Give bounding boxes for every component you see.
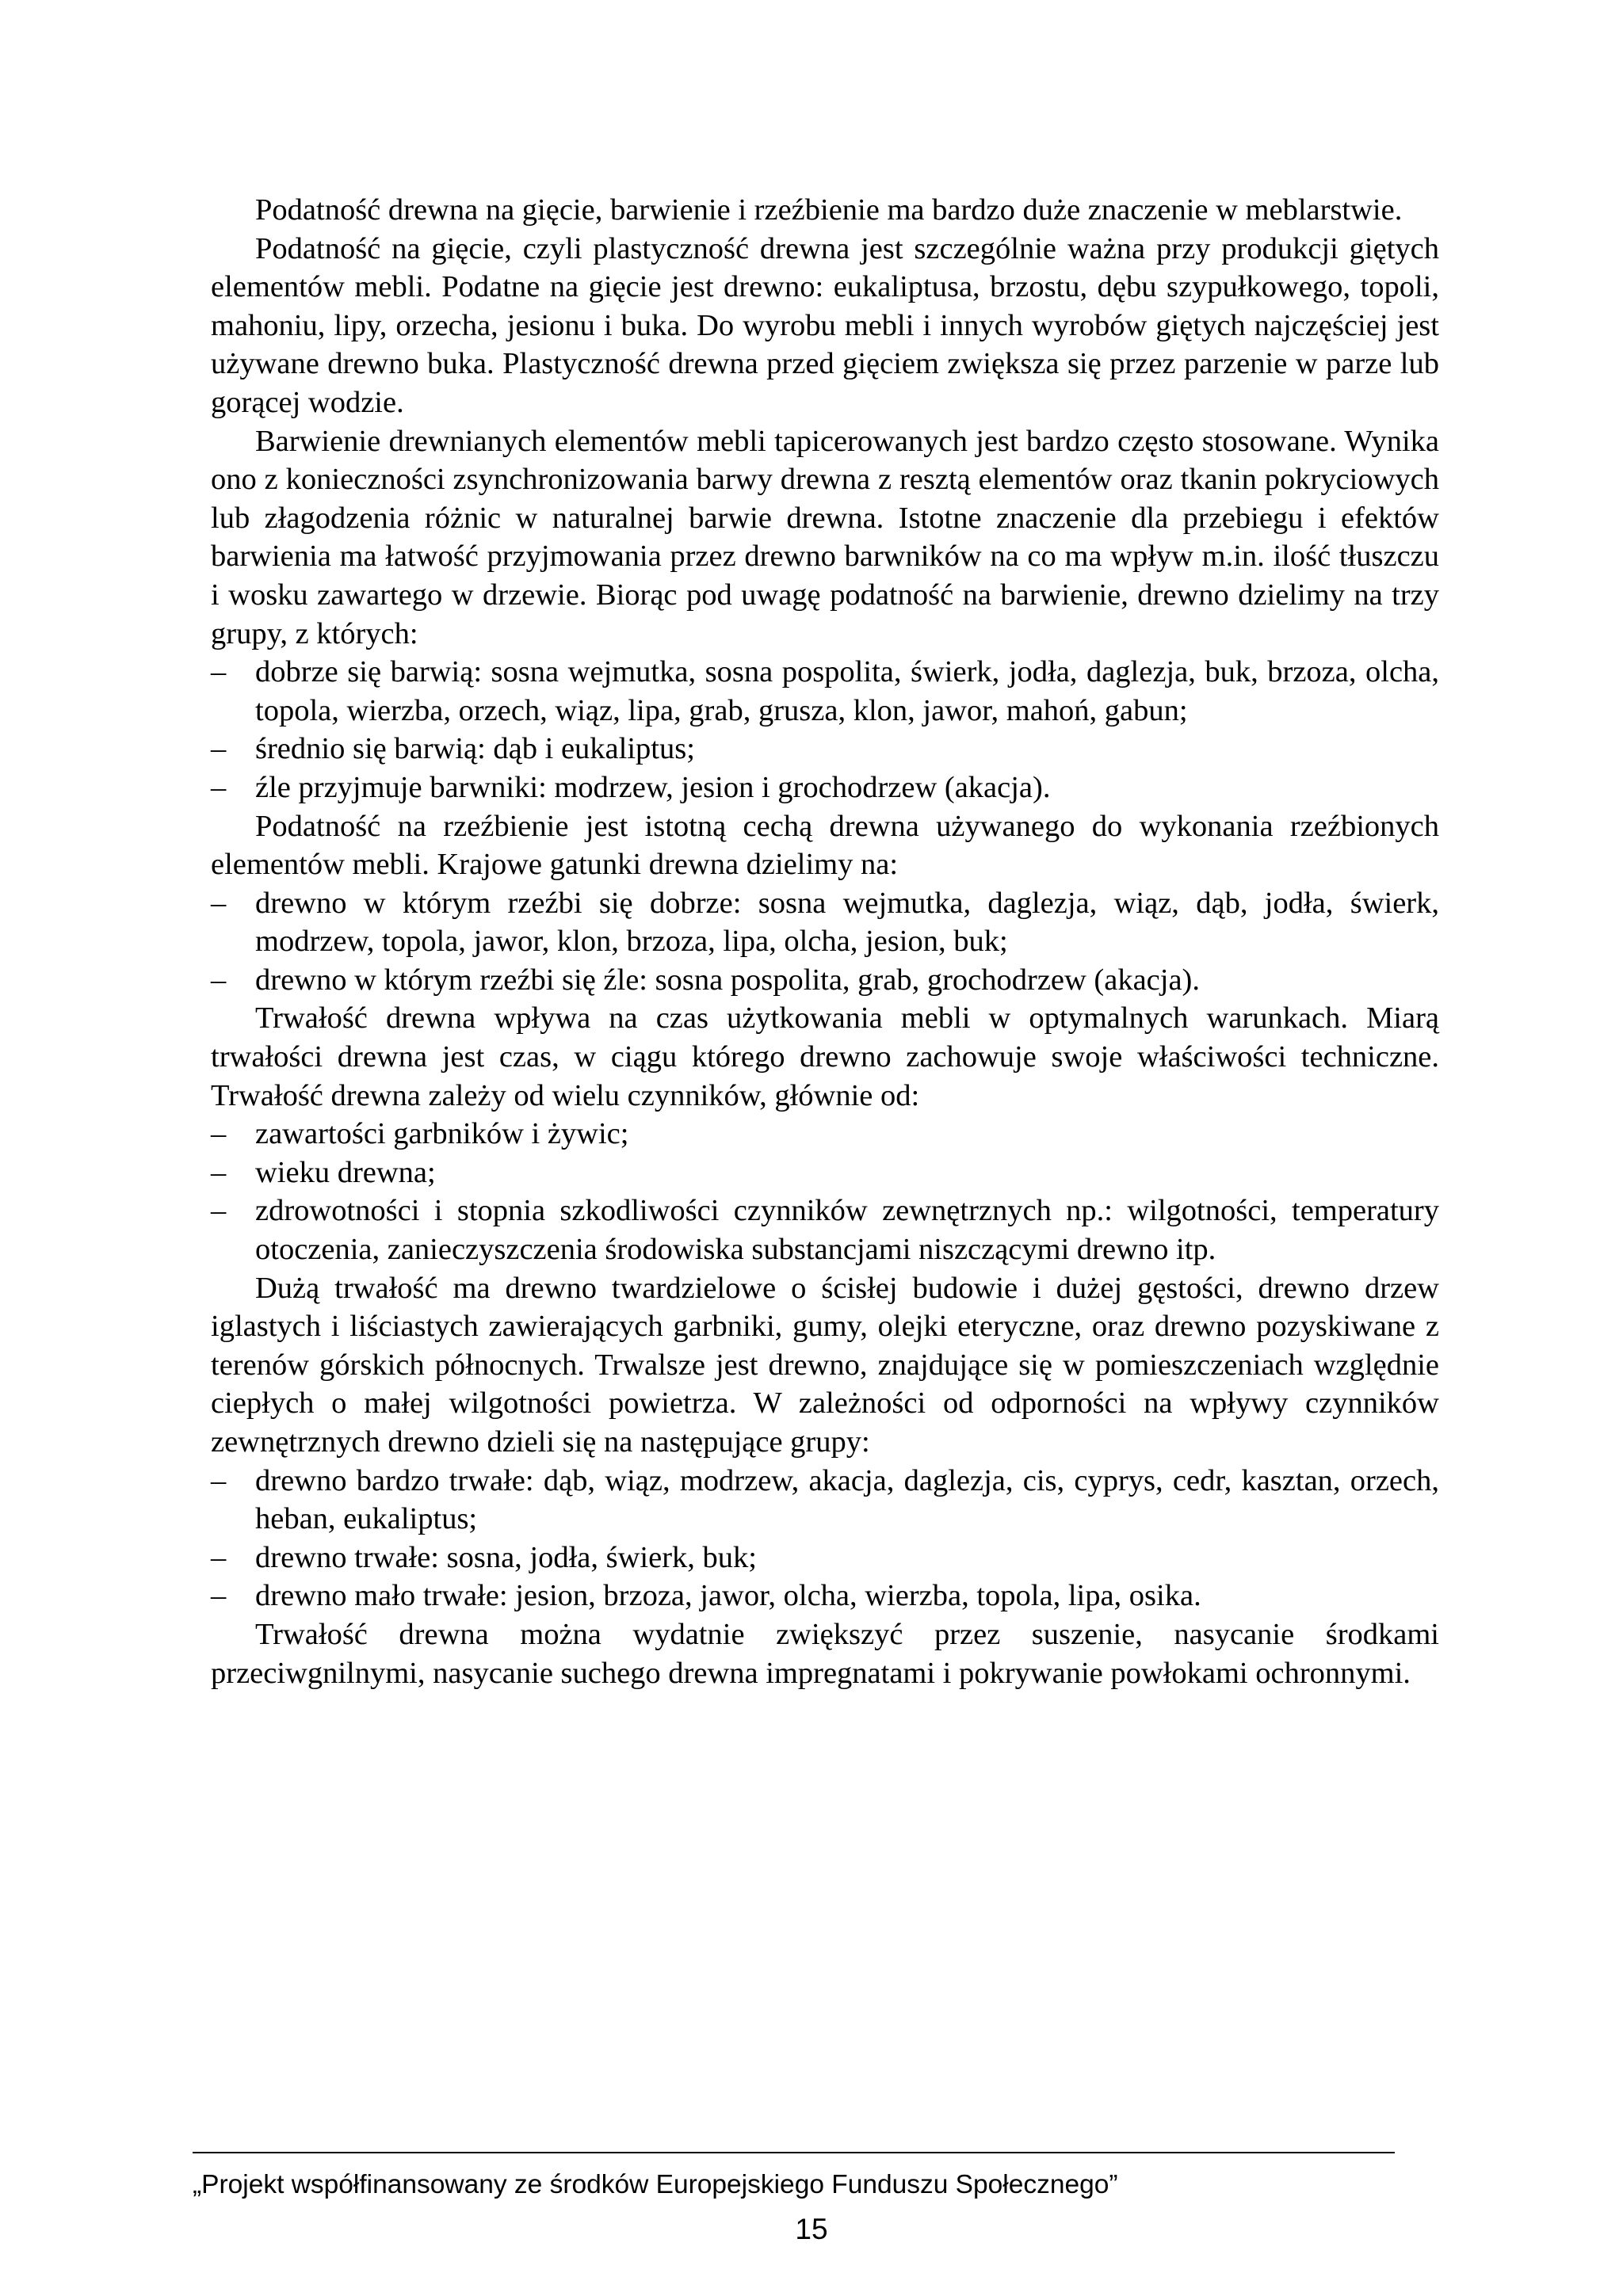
list-item-text: drewno trwałe: sosna, jodła, świerk, buk; (255, 1540, 757, 1574)
footer-funding-note: „Projekt współfinansowany ze środków Europejskiego Funduszu Społecznego” (193, 2170, 1118, 2199)
list-item (211, 730, 1439, 769)
list-dash: – (211, 1117, 227, 1151)
page-number: 15 (795, 2213, 828, 2245)
list-item (211, 884, 1439, 961)
paragraph-bending: Podatność na gięcie, czyli plastyczność drewna jest szczególnie ważna przy produkcji giętych elementów mebli. Podatne na gięcie jest drewno: eukaliptusa, brzostu, dębu szypułkowego, topoli, mahoniu, lipy, orzecha, jesionu i buka. Do wyrobu mebli i innych wyrobów giętych najczęściej jest używane drewno buka. Plastyczność drewna przed gięciem zwiększa się przez parzenie w parze lub gorącej wodzie. (211, 231, 1439, 419)
list-item-text: wieku drewna; (255, 1155, 436, 1189)
list-item-text: drewno bardzo trwałe: dąb, wiąz, modrzew, akacja, daglezja, cis, cyprys, cedr, kasztan, orzech, heban, eukaliptus; (255, 1463, 1439, 1536)
list-item (211, 1462, 1439, 1539)
list-item (211, 1154, 1439, 1192)
list-item (211, 653, 1439, 730)
list-item (211, 1539, 1439, 1577)
list-dash: – (211, 770, 227, 804)
paragraph-carving: Podatność na rzeźbienie jest istotną cechą drewna używanego do wykonania rzeźbionych elementów mebli. Krajowe gatunki drewna dzielimy na: (211, 809, 1439, 882)
list-item-text: drewno mało trwałe: jesion, brzoza, jawor, olcha, wierzba, topola, lipa, osika. (255, 1579, 1201, 1613)
paragraph-preservation: Trwałość drewna można wydatnie zwiększyć przez suszenie, nasycanie środkami przeciwgnilnymi, nasycanie suchego drewna impregnatami i pokrywanie powłokami ochronnymi. (211, 1617, 1439, 1690)
list-dash: – (211, 732, 227, 766)
list-dash: – (211, 1155, 227, 1189)
page-content (211, 191, 1439, 1692)
list-item-text: zdrowotności i stopnia szkodliwości czynników zewnętrznych np.: wilgotności, temperatury otoczenia, zanieczyszczenia środowiska substancjami niszczącymi drewno itp. (255, 1194, 1439, 1267)
paragraph-bending-intro: Podatność drewna na gięcie, barwienie i rzeźbienie ma bardzo duże znaczenie w meblarstwie. (255, 193, 1403, 227)
list-item-text: średnio się barwią: dąb i eukaliptus; (255, 732, 695, 766)
list-item-text: źle przyjmuje barwniki: modrzew, jesion i grochodrzew (akacja). (255, 770, 1051, 804)
list-item (211, 961, 1439, 1000)
list-item-text: zawartości garbników i żywic; (255, 1117, 629, 1151)
paragraph-high-durability: Dużą trwałość ma drewno twardzielowe o ścisłej budowie i dużej gęstości, drewno drzew iglastych i liściastych zawierających garbniki, gumy, olejki eteryczne, oraz drewno pozyskiwane z terenów górskich północnych. Trwalsze jest drewno, znajdujące się w pomieszczeniach względnie ciepłych o małej wilgotności powietrza. W zależności od odporności na wpływy czynników zewnętrznych drewno dzieli się na następujące grupy: (211, 1271, 1439, 1459)
paragraph-staining: Barwienie drewnianych elementów mebli tapicerowanych jest bardzo często stosowane. Wynika ono z konieczności zsynchronizowania barwy drewna z resztą elementów oraz tkanin pokryciowych lub złagodzenia różnic w naturalnej barwie drewna. Istotne znaczenie dla przebiegu i efektów barwienia ma łatwość przyjmowania przez drewno barwników na co ma wpływ m.in. ilość tłuszczu i wosku zawartego w drzewie. Biorąc pod uwagę podatność na barwienie, drewno dzielimy na trzy grupy, z których: (211, 424, 1439, 650)
list-item-text: dobrze się barwią: sosna wejmutka, sosna pospolita, świerk, jodła, daglezja, buk, brzoza, olcha, topola, wierzba, orzech, wiąz, lipa, grab, grusza, klon, jawor, mahoń, gabun; (255, 655, 1439, 727)
list-dash: – (211, 1579, 227, 1613)
list-item-text: drewno w którym rzeźbi się źle: sosna pospolita, grab, grochodrzew (akacja). (255, 963, 1200, 997)
list-dash: – (211, 886, 227, 920)
list-item (211, 1192, 1439, 1268)
durability-factors-list (211, 1115, 1439, 1268)
durability-groups-list (211, 1462, 1439, 1615)
list-item (211, 769, 1439, 807)
list-dash: – (211, 655, 227, 689)
list-item (211, 1115, 1439, 1154)
list-item-text: drewno w którym rzeźbi się dobrze: sosna wejmutka, daglezja, wiąz, dąb, jodła, świerk, modrzew, topola, jawor, klon, brzoza, lipa, olcha, jesion, buk; (255, 886, 1439, 959)
paragraph-durability: Trwałość drewna wpływa na czas użytkowania mebli w optymalnych warunkach. Miarą trwałości drewna jest czas, w ciągu którego drewno zachowuje swoje właściwości techniczne. Trwałość drewna zależy od wielu czynników, głównie od: (211, 1001, 1439, 1112)
list-dash: – (211, 963, 227, 997)
list-dash: – (211, 1540, 227, 1574)
list-item (211, 1577, 1439, 1615)
staining-groups-list (211, 653, 1439, 807)
list-dash: – (211, 1463, 227, 1497)
footer-divider (193, 2152, 1395, 2153)
carving-groups-list (211, 884, 1439, 1000)
list-dash: – (211, 1194, 227, 1228)
